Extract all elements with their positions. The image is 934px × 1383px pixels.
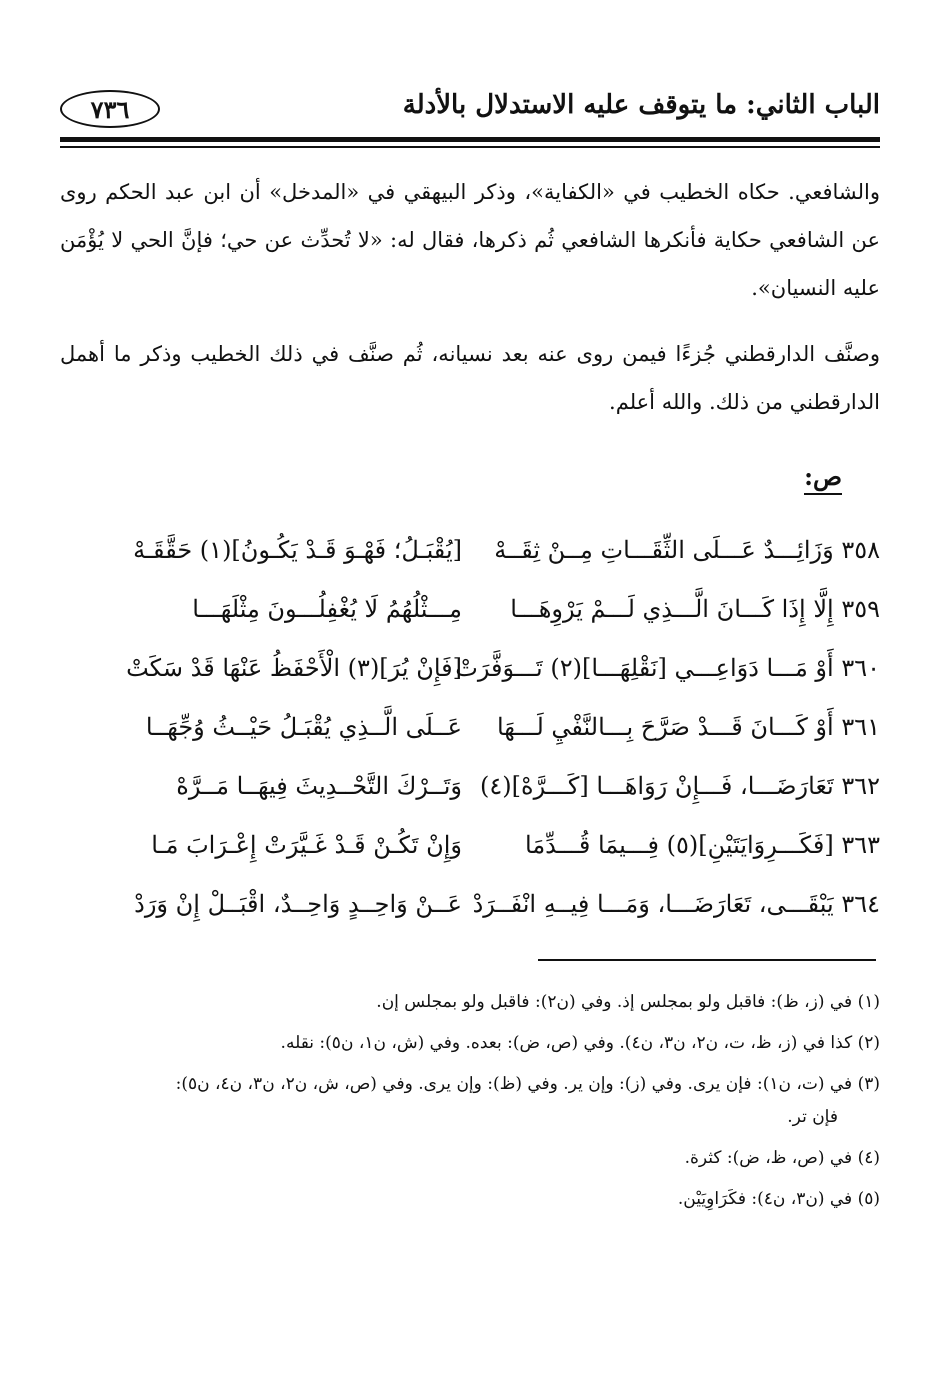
page-header: [60, 90, 880, 130]
verse-first-hemistich: ٣٦٣ [فَكَـــرِوَايَتَيْنِ](٥) فِـــيمَا قُـــدِّمَا: [525, 830, 880, 859]
verse-line: [60, 697, 880, 756]
verse-first-hemistich: ٣٦٠ أَوْ مَـــا دَوَاعِـــي [نَقْلِهَـــا](٢) تَـــوَفَّرَتْ: [455, 653, 880, 682]
header-rule-thin: [60, 146, 880, 148]
verse-line: [60, 874, 880, 933]
verse-block: [60, 520, 880, 933]
running-title: الباب الثاني: ما يتوقف عليه الاستدلال بالأدلة: [402, 90, 880, 120]
verse-first-hemistich: ٣٦٤ يَبْقَـــى، تَعَارَضَـــا، وَمَـــا فِيــهِ انْفَــرَدْ: [472, 889, 880, 918]
verse-first-hemistich: ٣٦٢ تَعَارَضَـــا، فَـــإِنْ رَوَاهَـــا [كَـــرَّهْ](٤): [480, 771, 880, 800]
footnote-text: (١) في (ز، ظ): فاقبل ولو بمجلس إذ. وفي (ن٢): فاقبل ولو بمجلس إن.: [376, 992, 880, 1012]
footnotes: [60, 986, 880, 1224]
header-rule-thick: [60, 137, 880, 142]
verse-second-hemistich: [فَإِنْ يُرَ](٣) الْأَحْفَظُ عَنْهَا قَدْ سَكَتْ: [126, 653, 462, 682]
verse-line: [60, 756, 880, 815]
footnote-text: (٤) في (ص، ظ، ض): كثرة.: [684, 1148, 880, 1168]
page-number: ٧٣٦: [60, 90, 160, 128]
verse-first-hemistich: ٣٦١ أَوْ كَـــانَ قَـــدْ صَرَّحَ بِـــالنَّفْيِ لَـــهَا: [496, 712, 880, 741]
verse-second-hemistich: عَــنْ وَاحِــدٍ وَاحِــدٌ، اقْبَــلْ إِنْ وَرَدْ: [134, 889, 462, 918]
footnote-text: (٢) كذا في (ز، ظ، ت، ن٢، ن٣، ن٤). وفي (ص، ض): بعده. وفي (ش، ن١، ن٥): نقله.: [280, 1033, 880, 1053]
body-paragraph-1: والشافعي. حكاه الخطيب في «الكفاية»، وذكر البيهقي في «المدخل» أن ابن عبد الحكم روى عن الشافعي حكاية فأنكرها الشافعي ثُم ذكرها، فقال له: «لا تُحدِّث عن حي؛ فإنَّ الحي لا يُؤْمَن عليه النسيان».: [60, 180, 880, 300]
verse-second-hemistich: وَتَــرْكَ التَّحْــدِيثَ فِيهَــا مَــرَّهْ: [176, 771, 462, 800]
verse-line: [60, 520, 880, 579]
verse-first-hemistich: ٣٥٩ إِلَّا إِذَا كَـــانَ الَّـــذِي لَـــمْ يَرْوِهَـــا: [510, 594, 880, 623]
sad-marker: ص:: [804, 462, 842, 495]
footnote-1: [60, 986, 880, 1019]
footnote-4: [60, 1142, 880, 1175]
footnote-3: [60, 1068, 880, 1134]
footnote-separator: [538, 959, 876, 961]
body-paragraph-2: وصنَّف الدارقطني جُزءًا فيمن روى عنه بعد نسيانه، ثُم صنَّف في ذلك الخطيب وذكر ما أهمل الدارقطني من ذلك. والله أعلم.: [60, 342, 880, 414]
verse-second-hemistich: عَــلَى الَّــذِي يُقْبَـلُ حَيْــثُ وُجِّهَــا: [145, 712, 462, 741]
verse-first-hemistich: ٣٥٨ وَزَائِـــدٌ عَـــلَى الثِّقَـــاتِ مِــنْ ثِقَــهْ: [494, 535, 880, 564]
footnote-text: (٥) في (ن٣، ن٤): فكَرَاوِيَيْن.: [677, 1189, 880, 1209]
verse-second-hemistich: وَإِنْ تَكُـنْ قَـدْ غَـيَّرَتْ إِعْـرَابَ مَـا: [151, 830, 462, 859]
footnote-continuation: فإن تر.: [787, 1107, 838, 1127]
footnote-text: (٣) في (ت، ن١): فإن يرى. وفي (ز): وإن ير. وفي (ظ): وإن يرى. وفي (ص، ش، ن٢، ن٣، ن٤، ن٥):: [175, 1074, 880, 1094]
verse-second-hemistich: [يُقْبَـلُ؛ فَهْـوَ قَـدْ يَكُـونُ](١) حَقَّقَـهْ: [133, 535, 462, 564]
footnote-5: [60, 1183, 880, 1216]
verse-line: [60, 815, 880, 874]
footnote-2: [60, 1027, 880, 1060]
verse-line: [60, 579, 880, 638]
verse-second-hemistich: مِـــثْلُهُمُ لَا يُغْفِلُـــونَ مِثْلَهَـــا: [192, 594, 462, 623]
verse-line: [60, 638, 880, 697]
